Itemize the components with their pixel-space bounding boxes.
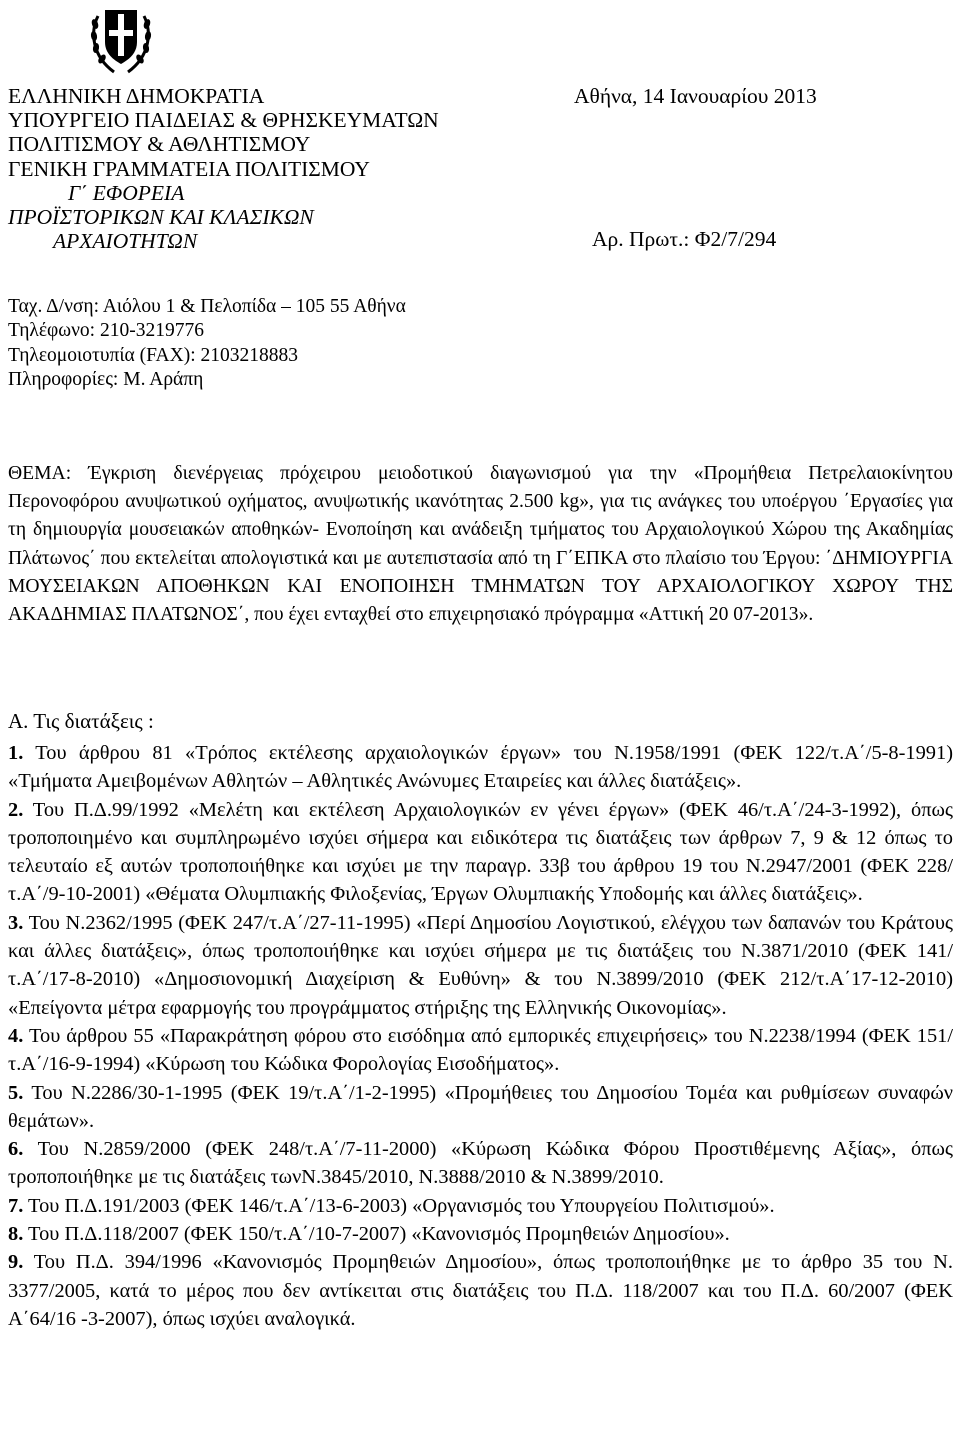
item-number: 5. bbox=[8, 1081, 24, 1104]
header-line: ΕΛΛΗΝΙΚΗ ΔΗΜΟΚΡΑΤΙΑ bbox=[8, 84, 265, 108]
protocol-number: Αρ. Πρωτ.: Φ2/7/294 bbox=[592, 227, 777, 251]
subject-paragraph: ΘΕΜΑ: Έγκριση διενέργειας πρόχειρου μειοδοτικού διαγωνισμού για την «Προμήθεια Πετρελαιοκίνητου Περονοφόρου ανυψωτικού οχήματος, ανυψωτικής ικανότητας 2.500 kg», για τις ανάγκες του υποέργου ΄Εργασίες για τη δημιουργία μουσειακών αποθηκών- Ενοποίηση και ανάδειξη τμήματος του Αρχαιολογικού Χώρου της Ακαδημίας Πλάτωνος΄ που εκτελείται απολογιστικά και με αυτεπιστασία από τη Γ΄ΕΠΚΑ στο πλαίσιο του Έργου: ΄ΔΗΜΙΟΥΡΓΙΑ ΜΟΥΣΕΙΑΚΩΝ ΑΠΟΘΗΚΩΝ ΚΑΙ ΕΝΟΠΟΙΗΣΗ ΤΜΗΜΑΤΩΝ ΤΟΥ ΑΡΧΑΙΟΛΟΓΙΚΟΥ ΧΩΡΟΥ ΤΗΣ ΑΚΑΔΗΜΙΑΣ ΠΛΑΤΩΝΟΣ΄, που έχει ενταχθεί στο επιχειρησιακό πρόγραμμα «Αττική 20 07-2013». bbox=[8, 463, 953, 626]
header-line: ΠΡΟΪΣΤΟΡΙΚΩΝ ΚΑΙ ΚΛΑΣΙΚΩΝ bbox=[8, 205, 314, 230]
item-number: 9. bbox=[8, 1251, 24, 1274]
list-item bbox=[8, 1220, 953, 1248]
list-item bbox=[8, 1022, 953, 1079]
item-text: Του Ν.2859/2000 (ΦΕΚ 248/τ.Α΄/7-11-2000) «Κύρωση Κώδικα Φόρου Προστιθέμενης Αξίας», όπως τροποποιήθηκε με τις διατάξεις τωνΝ.3845/2010, Ν.3888/2010 & Ν.3899/2010. bbox=[8, 1138, 953, 1189]
item-text: Του Π.Δ.191/2003 (ΦΕΚ 146/τ.Α΄/13-6-2003) «Οργανισμός του Υπουργείου Πολιτισμού». bbox=[28, 1194, 775, 1217]
item-text: Του Ν.2362/1995 (ΦΕΚ 247/τ.Α΄/27-11-1995) «Περί Δημοσίου Λογιστικού, ελέγχου των δαπανών του Κράτους και άλλες διατάξεις», όπως τροποποιήθηκε και ισχύει σήμερα με τις διατάξεις του Ν.3871/2010 (ΦΕΚ 141/τ.Α΄/17-8-2010) «Δημοσιονομική Διαχείριση & Ευθύνη» & του Ν.3899/2010 (ΦΕΚ 212/τ.Α΄17-12-2010) «Επείγοντα μέτρα εφαρμογής του προγράμματος στήριξης της Ελληνικής Οικονομίας». bbox=[8, 911, 954, 1019]
list-item bbox=[8, 1192, 953, 1220]
info-contact: Πληροφορίες: Μ. Αράπη bbox=[8, 368, 204, 390]
contact-block bbox=[8, 295, 608, 392]
header-line: ΑΡΧΑΙΟΤΗΤΩΝ bbox=[53, 229, 198, 254]
item-text: Του Π.Δ.118/2007 (ΦΕΚ 150/τ.Α΄/10-7-2007) «Κανονισμός Προμηθειών Δημοσίου». bbox=[28, 1223, 730, 1246]
fax: Τηλεομοιοτυπία (FAX): 2103218883 bbox=[8, 344, 298, 366]
list-item bbox=[8, 1248, 953, 1333]
list-item bbox=[8, 1135, 953, 1192]
document-date: Αθήνα, 14 Ιανουαρίου 2013 bbox=[574, 84, 817, 108]
item-number: 4. bbox=[8, 1024, 24, 1047]
item-text: Του Π.Δ. 394/1996 «Κανονισμός Προμηθειών Δημοσίου», όπως τροποποιήθηκε με το άρθρο 35 του Ν. 3377/2005, κατά το μέρος που δεν αντίκειται στις διατάξεις του Π.Δ. 118/2007 και του Π.Δ. 60/2007 (ΦΕΚ Α΄64/16 -3-2007), όπως ισχύει αναλογικά. bbox=[8, 1251, 953, 1330]
provisions-list bbox=[8, 739, 953, 1333]
item-number: 1. bbox=[8, 742, 24, 764]
item-text: Του άρθρου 81 «Τρόπος εκτέλεσης αρχαιολογικών έργων» του Ν.1958/1991 (ΦΕΚ 122/τ.Α΄/5-8-1991) «Τμήματα Αμειβομένων Αθλητών – Αθλητικές Ανώνυμες Εταιρείες και άλλες διατάξεις». bbox=[8, 742, 953, 793]
item-text: Του Π.Δ.99/1992 «Μελέτη και εκτέλεση Αρχαιολογικών εν γένει έργων» (ΦΕΚ 46/τ.Α΄/24-3-1992), όπως τροποποιημένο και συμπληρωμένο ισχύει σήμερα και ειδικότερα τις διατάξεις των άρθρων 7, 9 & 12 όπως το τελευταίο εξ αυτών τροποποιήθηκε και ισχύει με την παραγρ. 33β του άρθρου 19 του Ν.2947/2001 (ΦΕΚ 228/τ.Α΄/9-10-2001) «Θέματα Ολυμπιακής Φιλοξενίας, Έργων Ολυμπιακής Υποδομής και άλλες διατάξεις». bbox=[8, 798, 953, 906]
item-text: Του άρθρου 55 «Παρακράτηση φόρου στο εισόδημα από εμπορικές επιχειρήσεις» του Ν.2238/1994 (ΦΕΚ 151/τ.Α΄/16-9-1994) «Κύρωση του Κώδικα Φορολογίας Εισοδήματος». bbox=[8, 1024, 954, 1076]
header-line: ΥΠΟΥΡΓΕΙΟ ΠΑΙΔΕΙΑΣ & ΘΡΗΣΚΕΥΜΑΤΩΝ bbox=[8, 108, 439, 133]
list-item bbox=[8, 796, 953, 909]
list-item bbox=[8, 739, 953, 796]
item-number: 6. bbox=[8, 1138, 24, 1161]
postal-address: Ταχ. Δ/νση: Αιόλου 1 & Πελοπίδα – 105 55 Αθήνα bbox=[8, 296, 406, 317]
list-item bbox=[8, 909, 953, 1022]
provisions-heading: Α. Τις διατάξεις : bbox=[8, 709, 154, 733]
phone: Τηλέφωνο: 210-3219776 bbox=[8, 320, 204, 342]
item-text: Του Ν.2286/30-1-1995 (ΦΕΚ 19/τ.Α΄/1-2-1995) «Προμήθειες του Δημοσίου Τομέα και ρυθμίσεων συναφών θεμάτων». bbox=[8, 1081, 953, 1132]
item-number: 7. bbox=[8, 1194, 24, 1217]
greek-coat-of-arms-icon bbox=[88, 2, 154, 76]
header-line: Γ΄ ΕΦΟΡΕΙΑ bbox=[68, 180, 185, 205]
header-line: ΠΟΛΙΤΙΣΜΟΥ & ΑΘΛΗΤΙΣΜΟΥ bbox=[8, 132, 311, 157]
item-number: 8. bbox=[8, 1223, 24, 1246]
issuing-authority bbox=[8, 84, 568, 253]
item-number: 3. bbox=[8, 911, 24, 934]
list-item bbox=[8, 1079, 953, 1136]
item-number: 2. bbox=[8, 798, 24, 821]
header-line: ΓΕΝΙΚΗ ΓΡΑΜΜΑΤΕΙΑ ΠΟΛΙΤΙΣΜΟΥ bbox=[8, 156, 370, 181]
